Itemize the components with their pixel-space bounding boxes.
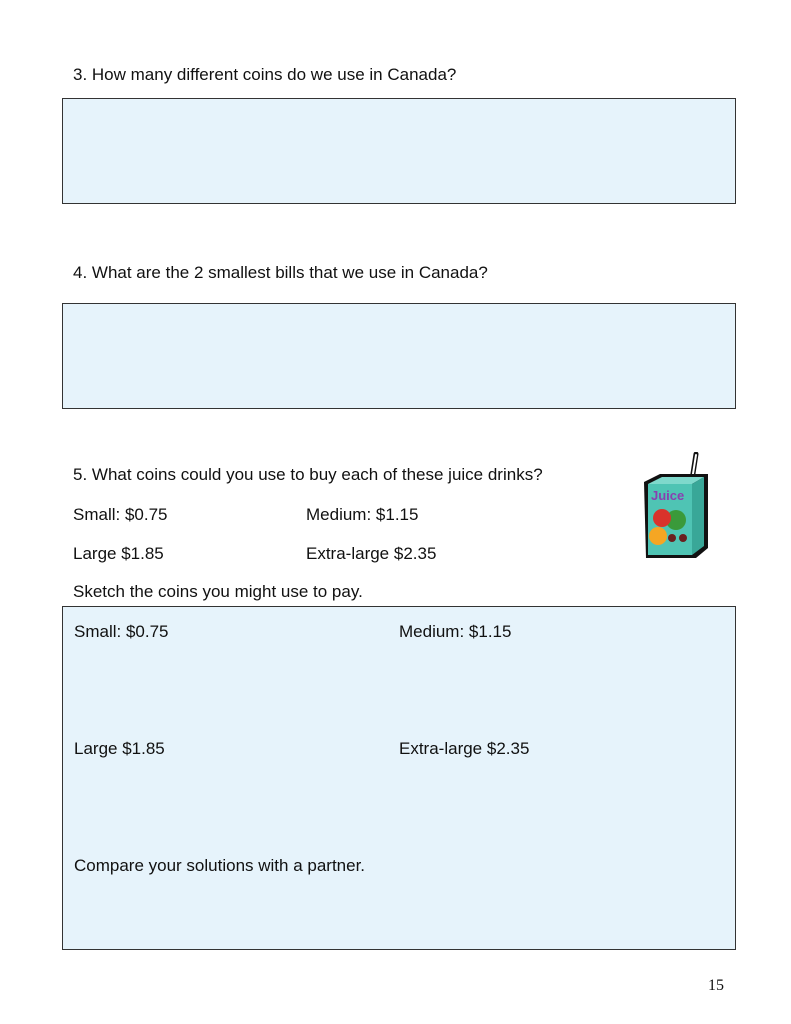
box-medium: Medium: $1.15	[399, 622, 512, 641]
answer-box-3[interactable]	[62, 98, 736, 204]
question-5: 5. What coins could you use to buy each of these juice drinks?	[73, 465, 543, 484]
price-large: Large $1.85	[73, 544, 164, 563]
price-extra-large: Extra-large $2.35	[306, 544, 437, 563]
box-small: Small: $0.75	[74, 622, 169, 641]
question-4: 4. What are the 2 smallest bills that we use in Canada?	[73, 263, 488, 282]
price-medium: Medium: $1.15	[306, 505, 419, 524]
box-large: Large $1.85	[74, 739, 165, 758]
juice-label: Juice	[651, 488, 685, 503]
question-3: 3. How many different coins do we use in Canada?	[73, 65, 457, 84]
juice-box-icon	[638, 452, 716, 564]
sketch-prompt: Sketch the coins you might use to pay.	[73, 582, 363, 601]
answer-box-4[interactable]	[62, 303, 736, 409]
page-number: 15	[708, 977, 724, 994]
sketch-answer-box[interactable]	[62, 606, 736, 950]
box-extra-large: Extra-large $2.35	[399, 739, 530, 758]
compare-prompt: Compare your solutions with a partner.	[74, 856, 366, 875]
price-small: Small: $0.75	[73, 505, 168, 524]
